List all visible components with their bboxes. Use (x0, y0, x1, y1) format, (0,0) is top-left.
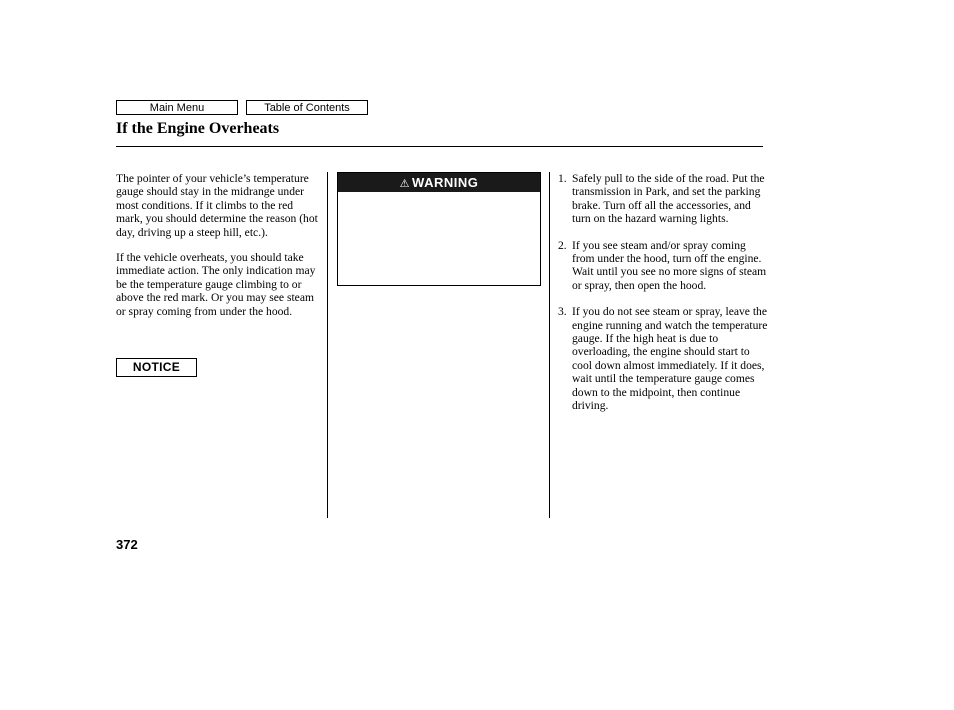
step-number: 3. (558, 305, 567, 319)
warning-header (338, 173, 540, 192)
list-item (558, 172, 768, 226)
step-text: If you see steam and/or spray coming from under the hood, turn off the engine. Wait until you see no more signs of steam or spray, then open the hood. (572, 238, 767, 292)
warning-triangle-icon: ⚠ (399, 178, 411, 190)
step-number: 2. (558, 238, 567, 252)
intro-paragraph: If the vehicle overheats, you should take immediate action. The only indication may be the temperature gauge climbing to or above the red mark. Or you may see steam or spray coming from under the hood. (116, 251, 316, 318)
column-divider (549, 172, 550, 518)
step-number: 1. (558, 172, 567, 185)
intro-column (116, 172, 322, 330)
page-number: 372 (116, 537, 138, 552)
steps-column (558, 172, 768, 426)
title-divider (116, 146, 763, 147)
list-item (558, 305, 768, 412)
step-text: If you do not see steam or spray, leave the engine running and watch the temperature gauge. If the high heat is due to overloading, the engine should start to cool down almost immediately. If it does, wait until the temperature gauge comes down to the midpoint, then continue driving. (572, 305, 768, 413)
warning-label: WARNING (412, 175, 479, 190)
step-text: Safely pull to the side of the road. Put the transmission in Park, and set the parking brake. Turn off all the accessories, and turn on the hazard warning lights. (572, 172, 765, 226)
list-item (558, 239, 768, 293)
intro-paragraph: The pointer of your vehicle’s temperature gauge should stay in the midrange under most conditions. If it climbs to the red mark, you should determine the reason (hot day, driving up a steep hill, etc.). (116, 172, 318, 239)
table-of-contents-button[interactable]: Table of Contents (246, 100, 368, 115)
notice-label: NOTICE (116, 358, 197, 377)
main-menu-button[interactable]: Main Menu (116, 100, 238, 115)
page-title: If the Engine Overheats (116, 120, 280, 137)
column-divider (327, 172, 328, 518)
warning-box (337, 172, 541, 286)
